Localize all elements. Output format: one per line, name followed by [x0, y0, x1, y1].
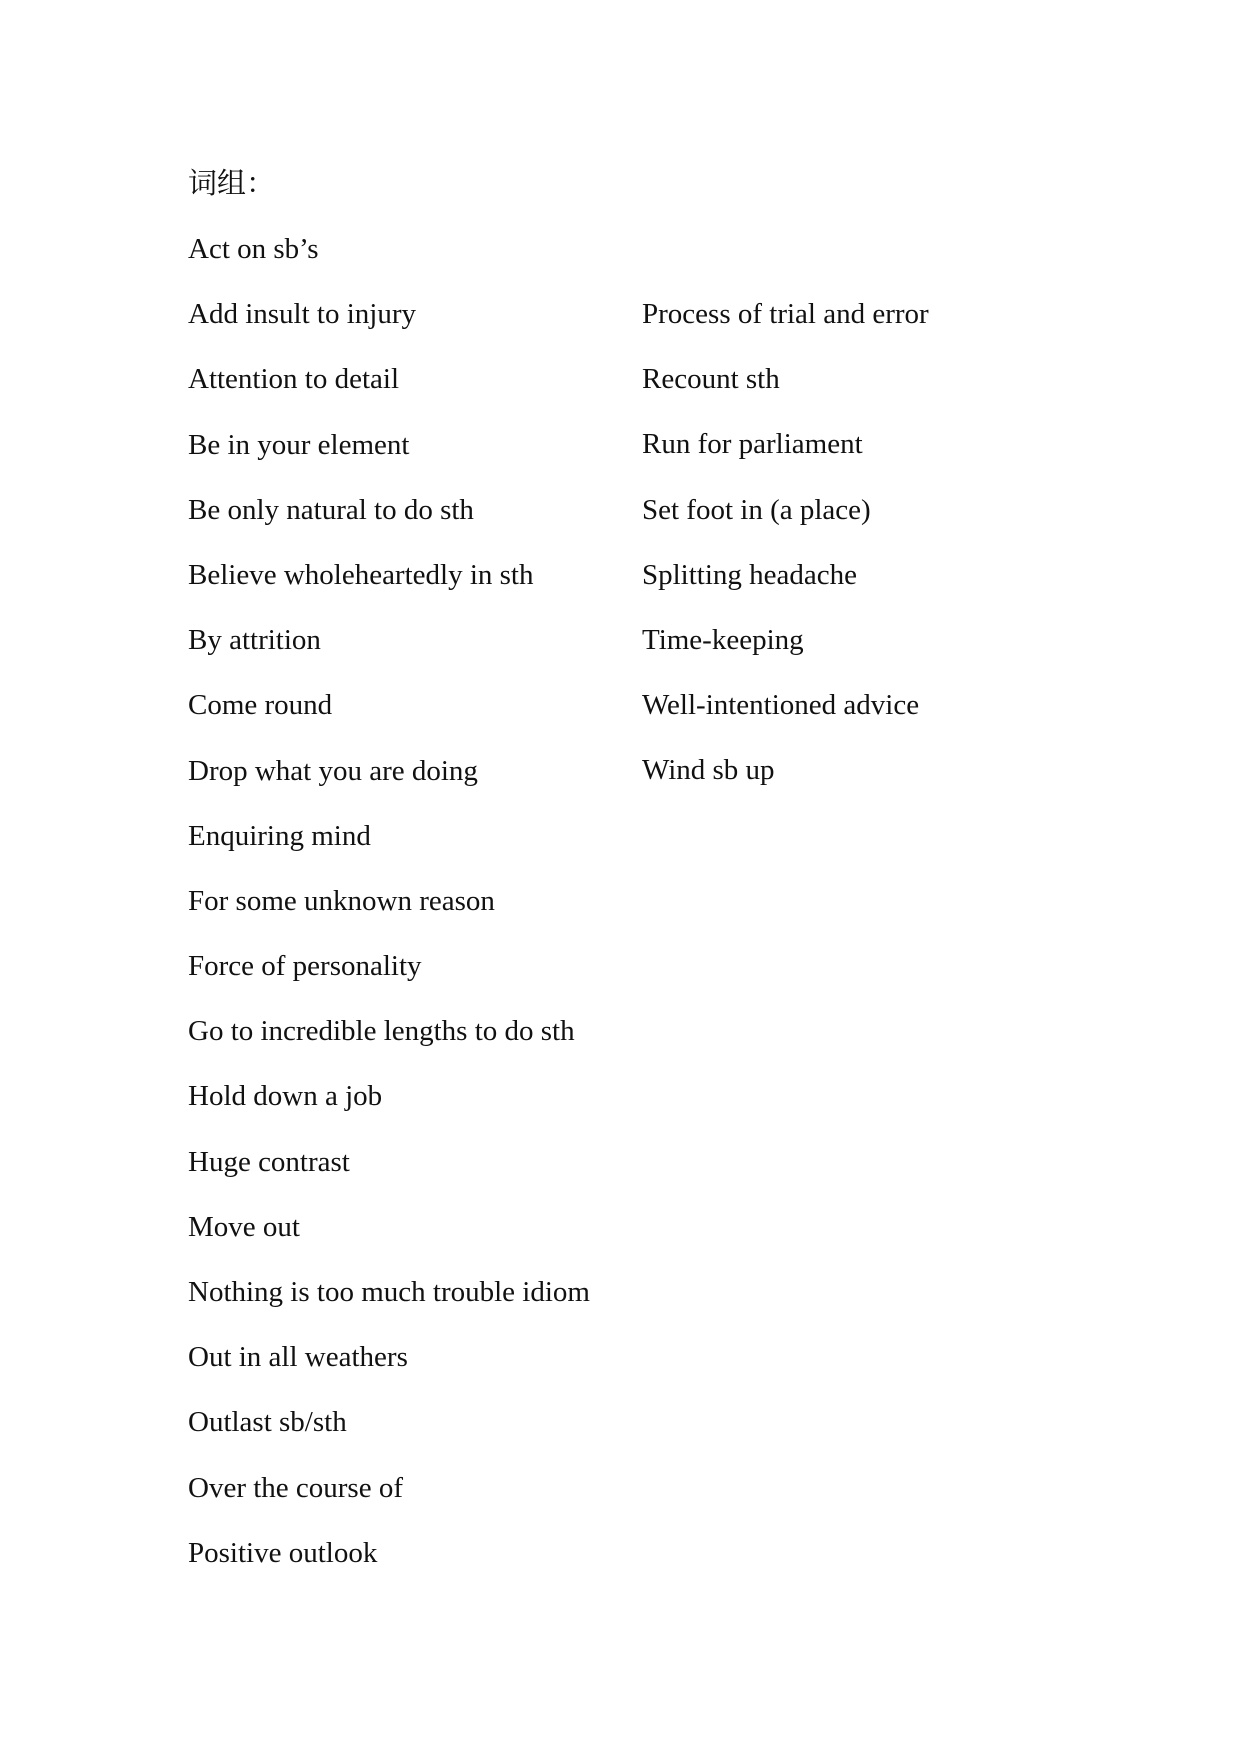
phrase-item: Huge contrast	[188, 1145, 350, 1178]
phrase-item: Recount sth	[642, 363, 780, 396]
phrase-item: Nothing is too much trouble idiom	[188, 1276, 590, 1308]
phrase-item: Wind sb up	[642, 754, 775, 787]
phrase-item: Be in your element	[188, 428, 410, 461]
page-heading: 词组：	[188, 168, 276, 200]
phrase-list-right	[642, 294, 1122, 816]
phrase-item: Add insult to injury	[188, 298, 416, 331]
phrase-item: Hold down a job	[188, 1080, 383, 1113]
phrase-item: Splitting headache	[642, 558, 858, 591]
phrase-list-left	[188, 229, 628, 1598]
phrase-item: Outlast sb/sth	[188, 1406, 347, 1439]
phrase-item: Set foot in (a place)	[642, 493, 871, 526]
phrase-item: Move out	[188, 1210, 300, 1243]
phrase-item: Over the course of	[188, 1471, 403, 1504]
phrase-item: Believe wholeheartedly in sth	[188, 558, 534, 591]
phrase-item: Force of personality	[188, 950, 422, 983]
phrase-item: Drop what you are doing	[188, 754, 478, 787]
phrase-item: Out in all weathers	[188, 1341, 408, 1374]
phrase-item: Act on sb’s	[188, 233, 319, 265]
phrase-item: Go to incredible lengths to do sth	[188, 1015, 575, 1048]
phrase-item: Process of trial and error	[642, 298, 929, 330]
phrase-item: Come round	[188, 689, 333, 722]
phrase-item: Attention to detail	[188, 363, 400, 396]
phrase-item: For some unknown reason	[188, 884, 495, 917]
phrase-item: Run for parliament	[642, 428, 863, 461]
phrase-item: Positive outlook	[188, 1536, 378, 1569]
phrase-item: Enquiring mind	[188, 819, 371, 852]
phrase-item: By attrition	[188, 624, 321, 657]
phrase-item: Well-intentioned advice	[642, 689, 920, 722]
phrase-item: Time-keeping	[642, 623, 804, 656]
phrase-item: Be only natural to do sth	[188, 493, 474, 526]
